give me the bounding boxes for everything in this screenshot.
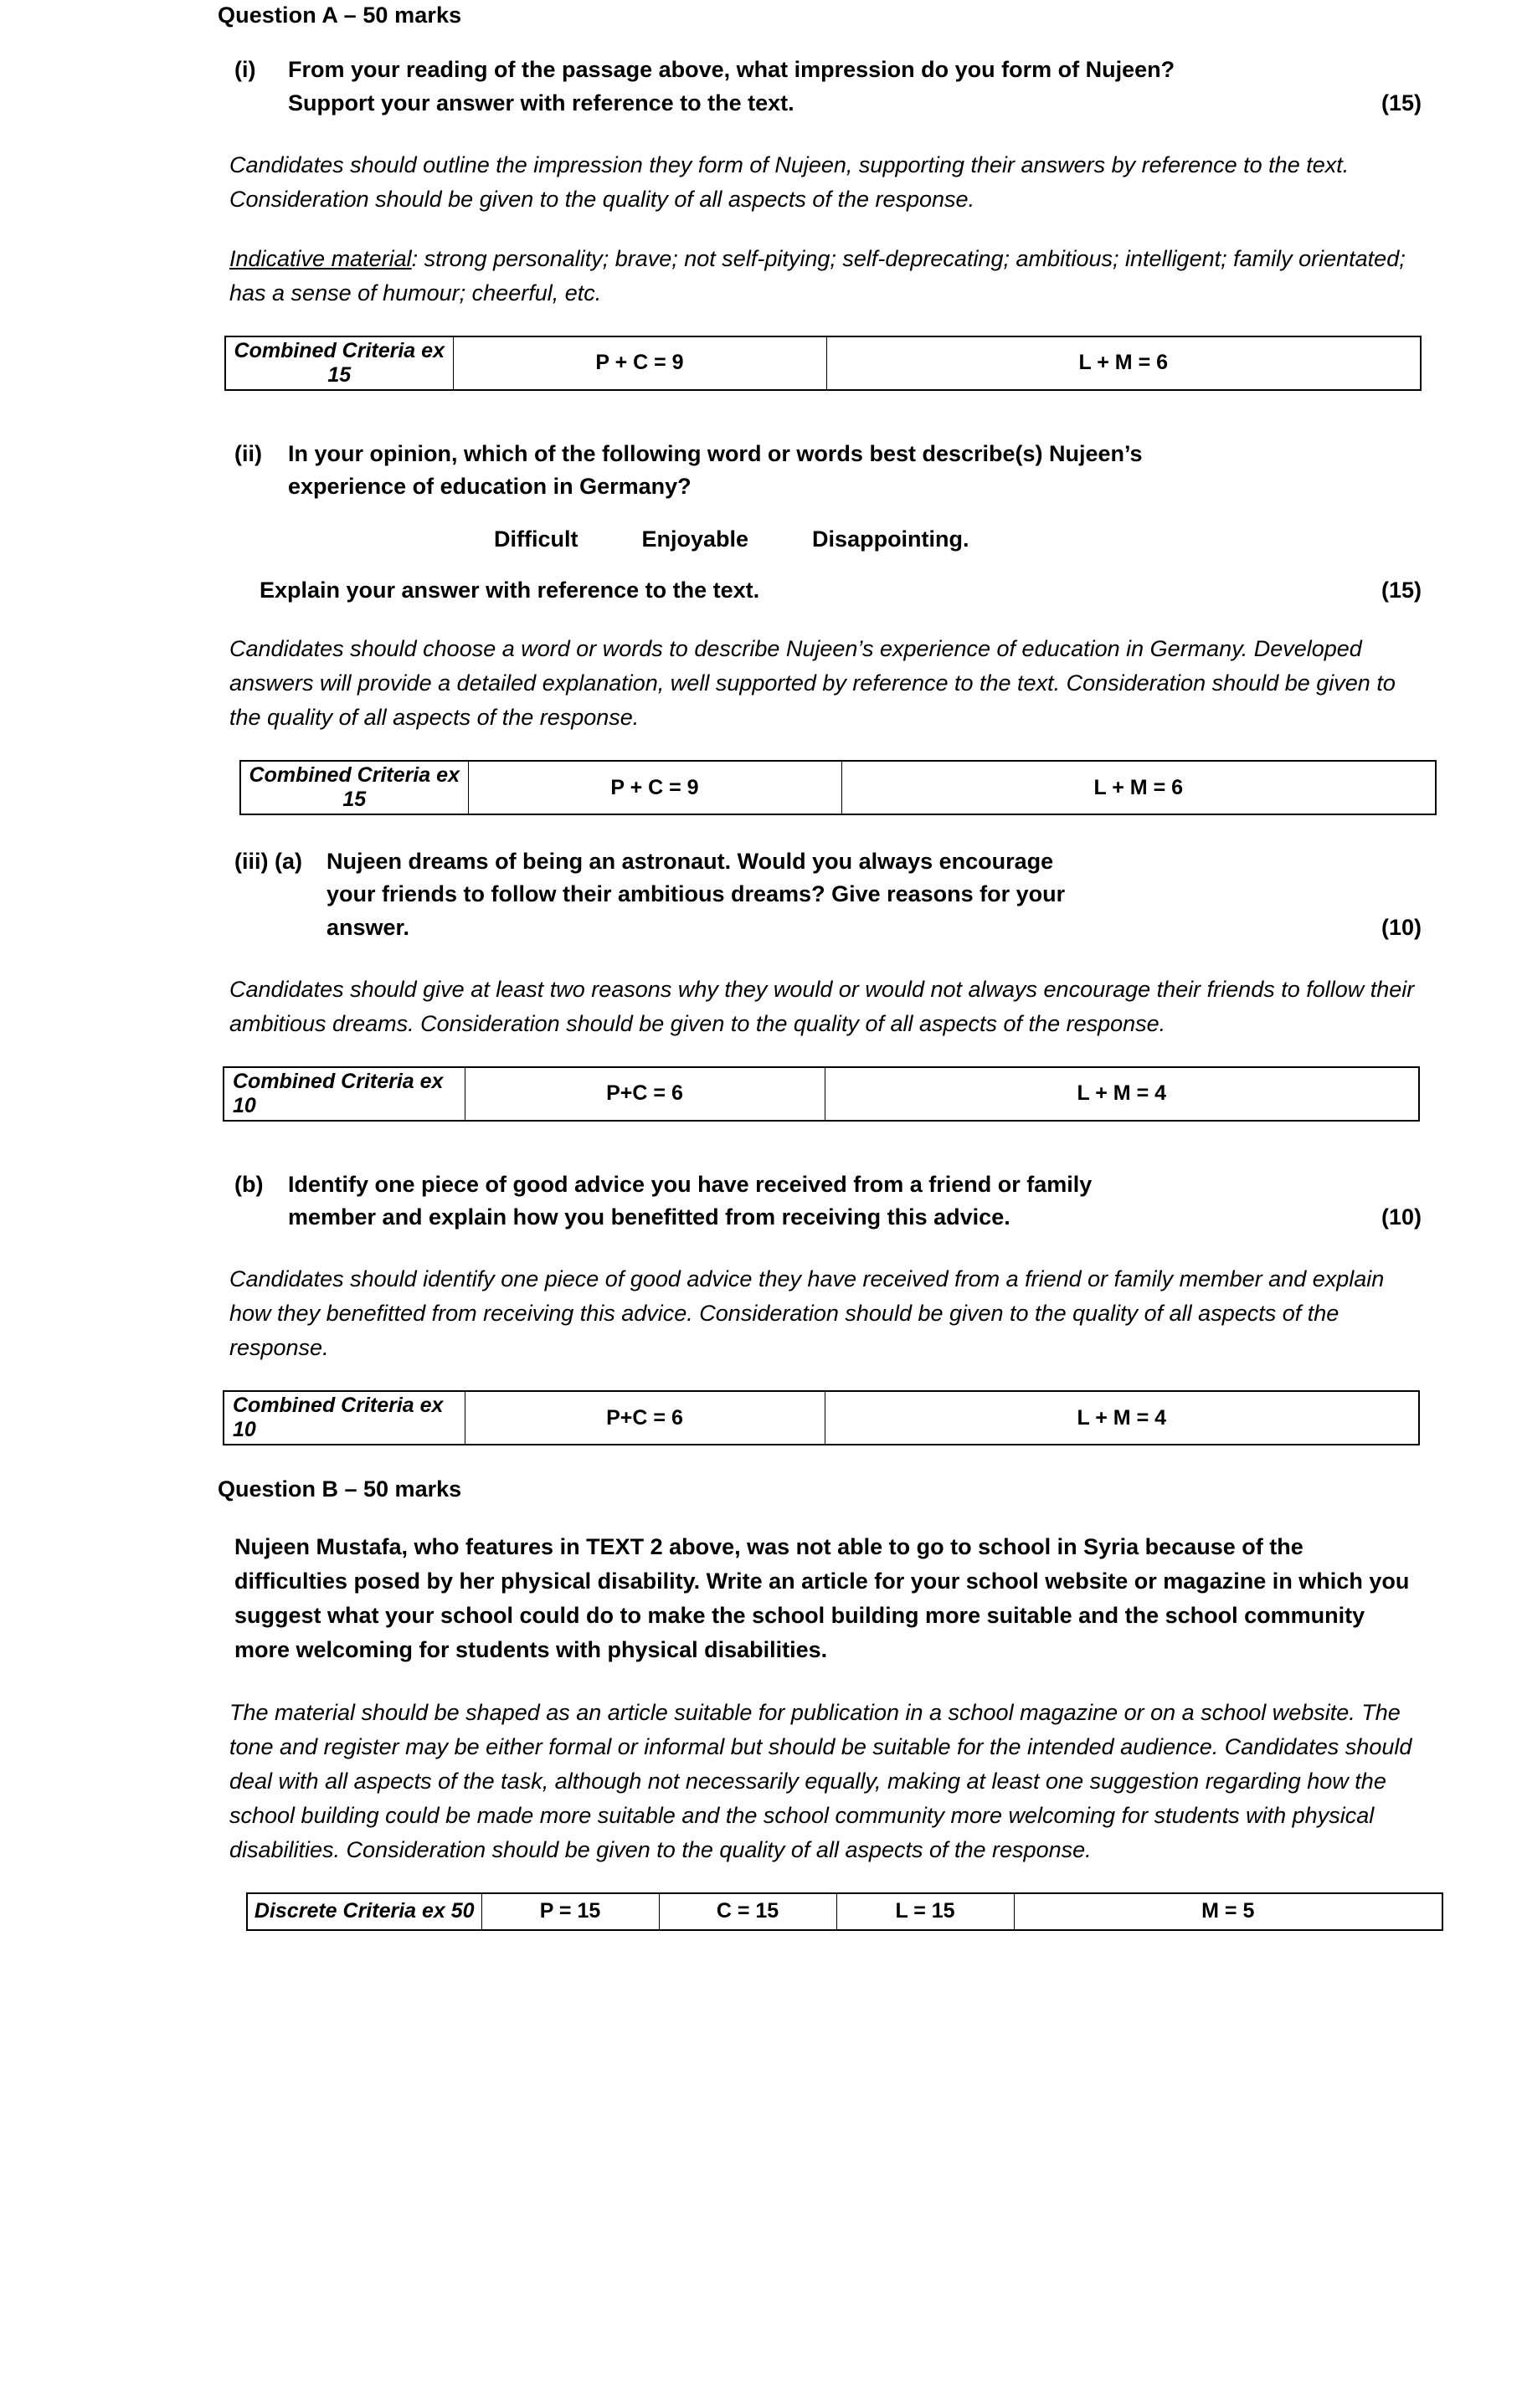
part-body-i [288,54,1422,119]
criteria-label: Combined Criteria ex 15 [240,761,468,814]
part-marker-i: (i) [234,57,256,83]
criteria-table-question-b [246,1892,1443,1931]
criteria-cell-pc: P+C = 6 [465,1391,825,1445]
criteria-cell-lm: L + M = 4 [825,1067,1419,1121]
criteria-cell-lm: L + M = 6 [841,761,1436,814]
question-part-iii-a [218,845,1422,943]
part-body-iii-a [327,845,1422,943]
criteria-table-part-b [223,1390,1420,1445]
criteria-cell-p: P = 15 [481,1893,659,1930]
part-ii-explain-text: Explain your answer with reference to the text. [260,578,760,603]
spacer [218,399,1422,438]
part-b-line-2-text: member and explain how you benefitted from receiving this advice. [288,1204,1010,1230]
criteria-cell-lm: L + M = 4 [825,1391,1419,1445]
criteria-label: Discrete Criteria ex 50 [247,1893,481,1930]
question-a-heading: Question A – 50 marks [218,3,462,28]
table-row [247,1893,1442,1930]
part-iii-a-line-1: Nujeen dreams of being an astronaut. Would you always encourage [327,849,1054,875]
criteria-cell-m: M = 5 [1014,1893,1442,1930]
criteria-cell-pc: P+C = 6 [465,1067,825,1121]
indicative-material-text: : strong personality; brave; not self-pitying; self-deprecating; ambitious; intelligent; family orientated; has a sense of humour; cheerful, etc. [229,245,1406,305]
criteria-table-part-iii-a [223,1066,1420,1122]
criteria-label: Combined Criteria ex 10 [224,1391,465,1445]
question-part-ii [218,438,1422,503]
spacer [218,824,1422,845]
part-ii-line-2: experience of education in Germany? [288,473,692,499]
question-b-note: The material should be shaped as an article suitable for publication in a school magazine or on a school website. The tone and register may be either formal or informal but should be suitable for the intended audience. Candidates should deal with all aspects of the task, although not necessarily equally, making at least one suggestion regarding how the school building could be made more suitable and the school community more welcoming for students with physical disabilities. Consideration should be given to the quality of all aspects of the response. [229,1699,1412,1862]
part-iii-a-line-2: your friends to follow their ambitious dreams? Give reasons for your [327,881,1066,907]
table-row [224,1391,1419,1445]
part-b-line-1: Identify one piece of good advice you have received from a friend or family [288,1171,1093,1197]
spacer [218,1130,1422,1168]
part-iii-a-line-3 [327,911,1422,944]
part-ii-note: Candidates should choose a word or words to describe Nujeen’s experience of education in Germany. Developed answers will provide a detailed explanation, well supported by reference to the text. Consideration should be given to the quality of all aspects of the response. [229,636,1396,731]
part-i-line-2-text: Support your answer with reference to the text. [288,90,794,116]
indicative-material-label: Indicative material [229,245,412,271]
criteria-label: Combined Criteria ex 10 [224,1067,465,1121]
part-b-marks: (10) [1381,1204,1422,1230]
part-b-note: Candidates should identify one piece of good advice they have received from a friend or family member and explain how they benefitted from receiving this advice. Consideration should be given to the quality of all aspects of the response. [229,1266,1385,1361]
part-iii-a-note: Candidates should give at least two reasons why they would or would not always encourage their friends to follow their ambitious dreams. Consideration should be given to the quality of all aspects of the response. [229,976,1415,1036]
criteria-table-part-i [224,336,1422,391]
part-body-ii [288,438,1422,503]
part-i-line-2 [288,87,1422,120]
part-iii-a-marks: (10) [1381,914,1422,940]
criteria-cell-lm: L + M = 6 [826,336,1421,390]
part-i-marks: (15) [1381,90,1422,116]
criteria-cell-pc: P + C = 9 [453,336,826,390]
table-row [224,1067,1419,1121]
part-ii-line-1: In your opinion, which of the following word or words best describe(s) Nujeen’s [288,440,1143,466]
part-b-line-2 [288,1201,1422,1234]
part-i-indicative-material [218,242,1422,311]
part-body-b [288,1168,1422,1234]
word-option-enjoyable: Enjoyable [641,526,749,552]
criteria-cell-c: C = 15 [659,1893,836,1930]
criteria-label: Combined Criteria ex 15 [225,336,453,390]
part-i-line-1: From your reading of the passage above, what impression do you form of Nujeen? [288,57,1175,83]
question-part-i [218,54,1422,119]
question-b-prompt: Nujeen Mustafa, who features in TEXT 2 above, was not able to go to school in Syria because of the difficulties posed by her physical disability. Write an article for your school website or magazine in which you suggest what your school could do to make the school building more suitable and the school community more welcoming for students with physical disabilities. [234,1533,1410,1662]
question-part-b [218,1168,1422,1234]
table-row [225,336,1421,390]
part-marker-ii: (ii) [234,440,262,466]
question-b-heading: Question B – 50 marks [218,1476,462,1502]
criteria-cell-l: L = 15 [836,1893,1014,1930]
part-ii-marks: (15) [1381,578,1422,603]
word-option-difficult: Difficult [494,526,578,552]
word-options-row [218,526,1422,552]
part-marker-iii-a: (iii) (a) [234,849,302,875]
table-row [240,761,1436,814]
part-i-note: Candidates should outline the impression they form of Nujeen, supporting their answers by reference to the text. Consideration should be given to the quality of all aspects of the response. [229,151,1350,212]
part-marker-b: (b) [234,1171,264,1197]
part-ii-explain-line [218,578,1422,603]
word-option-disappointing: Disappointing. [812,526,969,552]
part-iii-a-line-3-text: answer. [327,914,410,940]
criteria-table-part-ii [239,760,1437,815]
criteria-cell-pc: P + C = 9 [468,761,841,814]
